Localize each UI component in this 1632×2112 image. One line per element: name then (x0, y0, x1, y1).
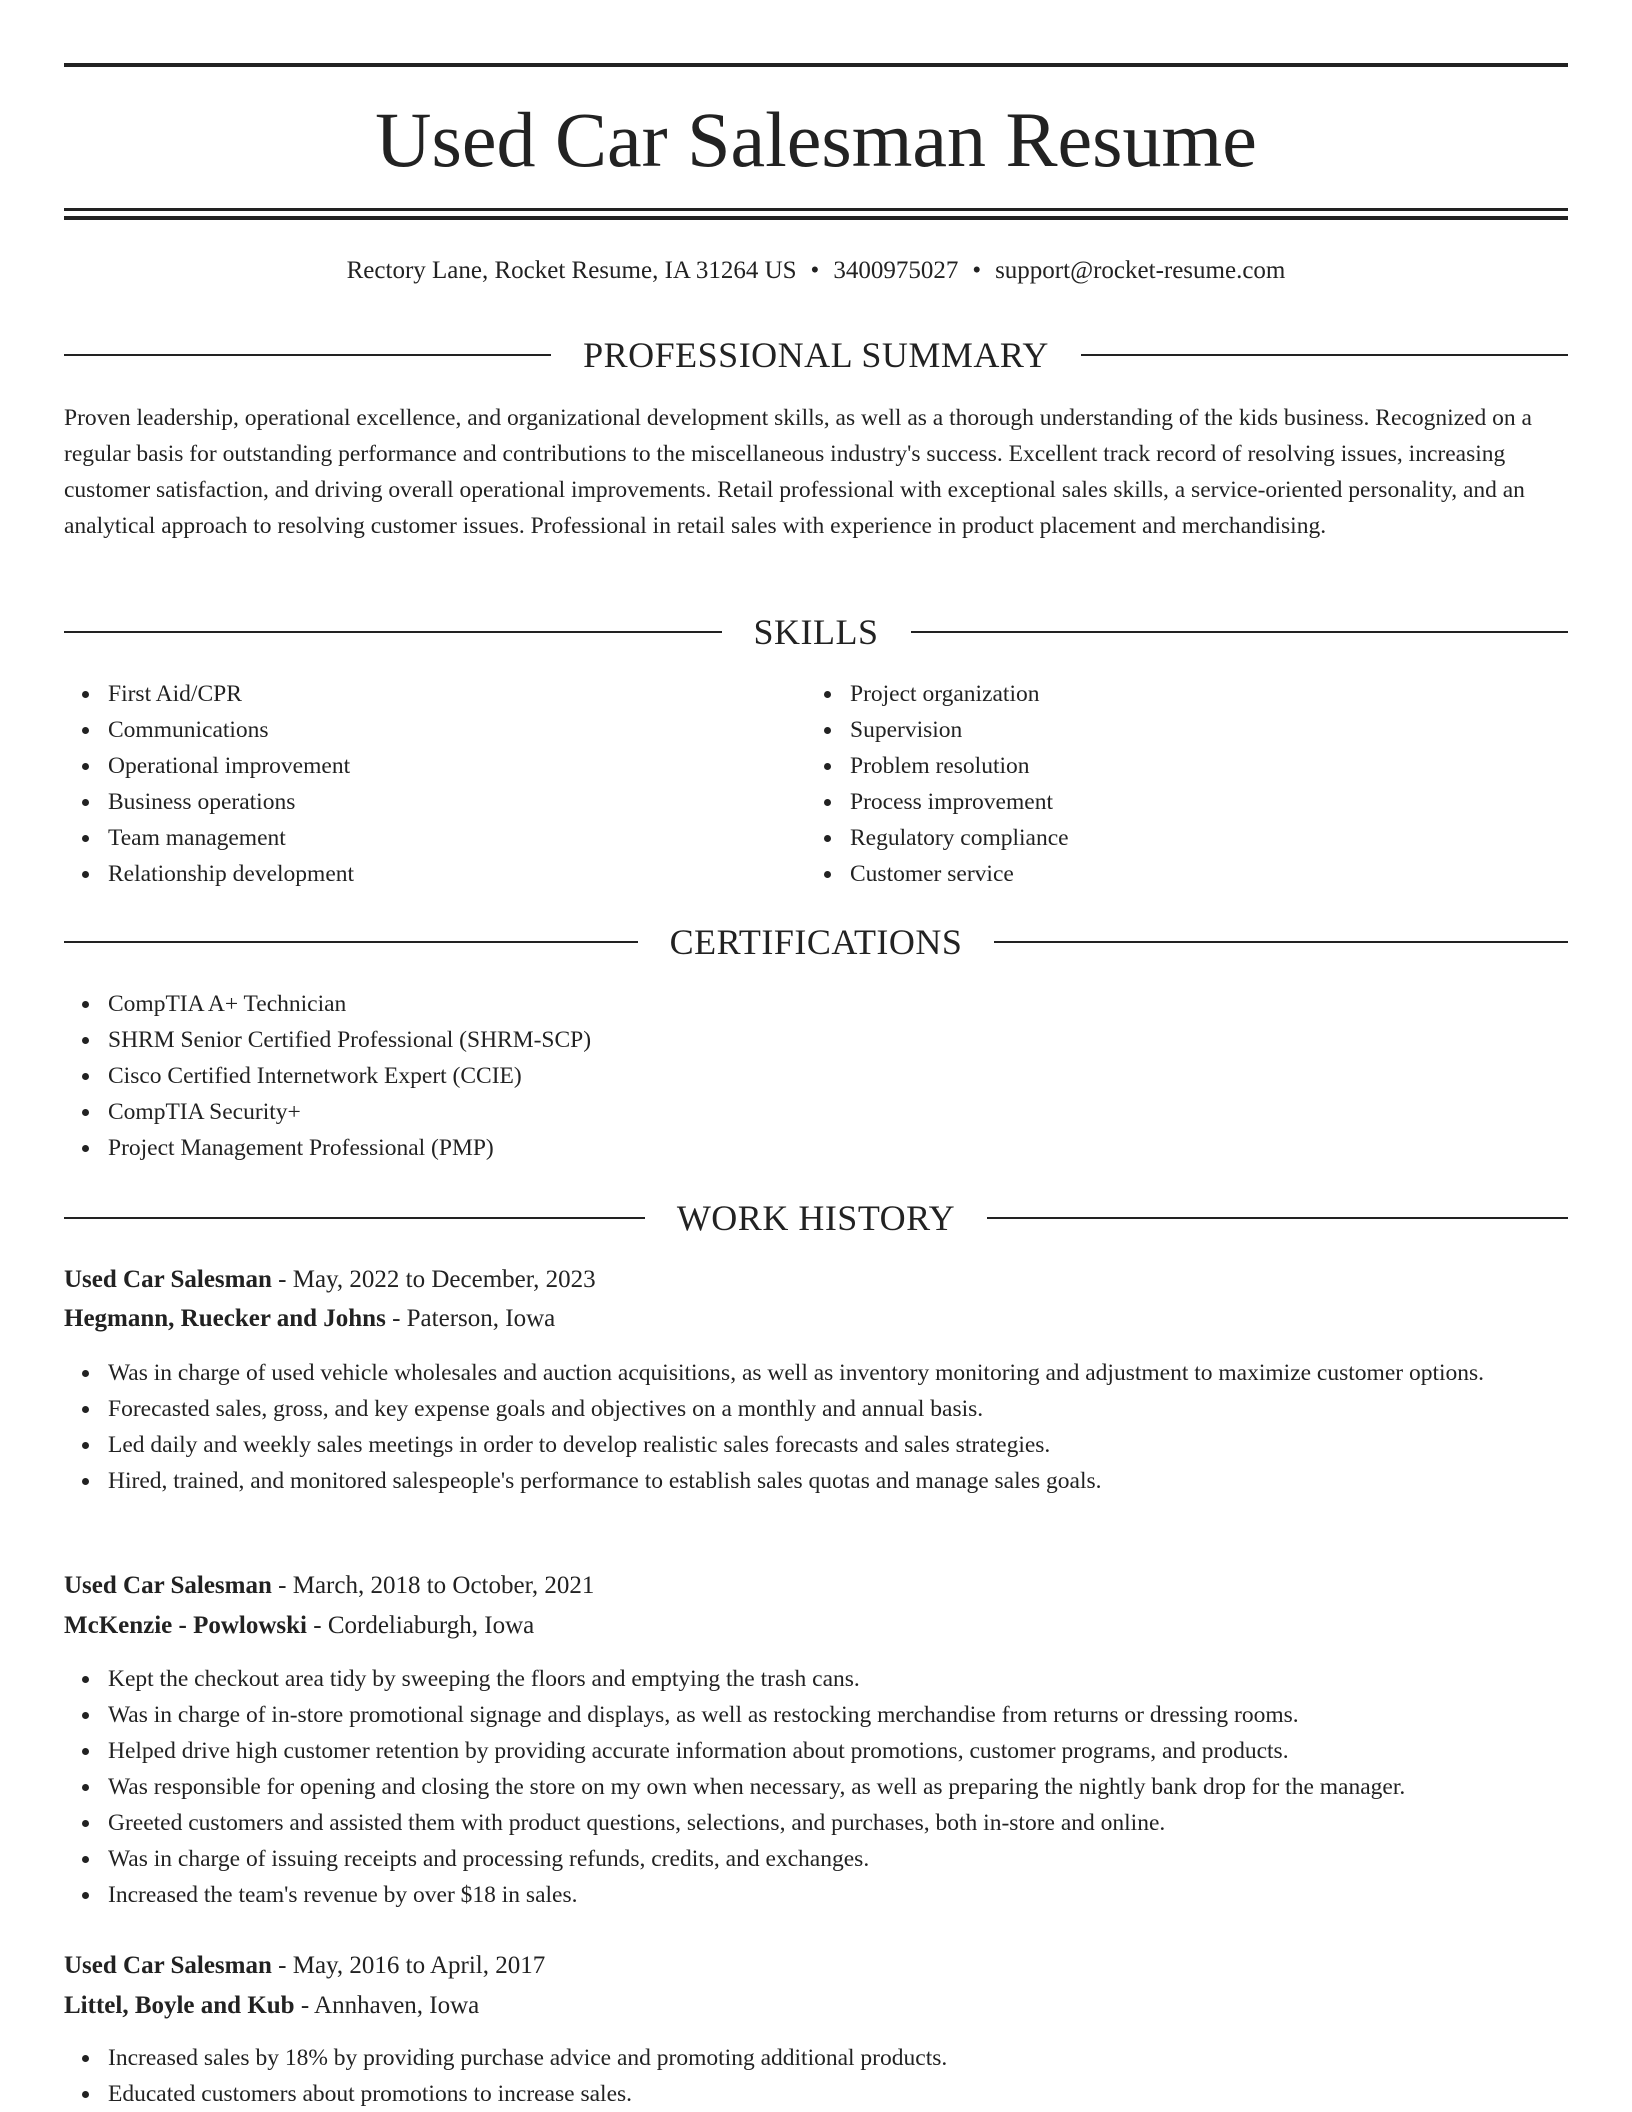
skill-item: Relationship development (64, 856, 764, 892)
skill-item: Process improvement (806, 784, 1506, 820)
section-title: SKILLS (753, 612, 879, 652)
heading-rule (911, 631, 1569, 633)
job-company-line (64, 1301, 1568, 1337)
job-title: Used Car Salesman (64, 1572, 272, 1599)
job-bullet: Was responsible for opening and closing the store on my own when necessary, as well as preparing the nightly bank drop for the manager. (64, 1769, 1568, 1805)
job-bullet: Greeted customers and assisted them with product questions, selections, and purchases, both in-store and online. (64, 1805, 1568, 1841)
job-bullet-list (64, 1661, 1568, 1913)
job-bullet: Helped drive high customer retention by providing accurate information about promotions, customer programs, and products. (64, 1733, 1568, 1769)
job-bullet: Was in charge of issuing receipts and processing refunds, credits, and exchanges. (64, 1841, 1568, 1877)
skills-list-left (64, 676, 764, 892)
job-company: McKenzie - Powlowski (64, 1612, 308, 1639)
job-title-line (64, 1262, 1568, 1298)
section-title: CERTIFICATIONS (669, 922, 963, 962)
job-title: Used Car Salesman (64, 1266, 272, 1293)
section-heading-skills (64, 610, 1568, 654)
job-bullet-list (64, 1355, 1568, 1499)
skill-item: Communications (64, 712, 764, 748)
job-company-line (64, 1608, 1568, 1644)
job-location: - Cordeliaburgh, Iowa (307, 1612, 535, 1639)
certifications-list (64, 986, 1064, 1166)
job-location: - Annhaven, Iowa (294, 1992, 480, 2019)
job-bullet: Hired, trained, and monitored salespeople's performance to establish sales quotas and manage sales goals. (64, 1463, 1568, 1499)
job-dates: - May, 2016 to April, 2017 (271, 1952, 546, 1979)
section-heading-work-history (64, 1196, 1568, 1240)
skill-item: Operational improvement (64, 748, 764, 784)
skill-item: Supervision (806, 712, 1506, 748)
section-title: WORK HISTORY (676, 1198, 956, 1238)
job-company: Littel, Boyle and Kub (64, 1992, 295, 2019)
heading-rule (994, 941, 1568, 943)
contact-separator: • (972, 257, 982, 284)
job-company: Hegmann, Ruecker and Johns (64, 1305, 386, 1332)
job-bullet: Increased the team's revenue by over $18 in sales. (64, 1877, 1568, 1913)
job-bullet: Kept the checkout area tidy by sweeping the floors and emptying the trash cans. (64, 1661, 1568, 1697)
top-rule (64, 63, 1568, 67)
section-title: PROFESSIONAL SUMMARY (583, 335, 1049, 375)
contact-phone: 3400975027 (833, 257, 959, 284)
job-bullet: Educated customers about promotions to increase sales. (64, 2076, 1568, 2112)
title-rule-upper (64, 208, 1568, 211)
heading-rule (64, 1217, 645, 1219)
job-location: - Paterson, Iowa (385, 1305, 556, 1332)
job-bullet-list (64, 2040, 1568, 2112)
section-heading-certifications (64, 920, 1568, 964)
certification-item: CompTIA Security+ (64, 1094, 1064, 1130)
job-bullet: Forecasted sales, gross, and key expense goals and objectives on a monthly and annual basis. (64, 1391, 1568, 1427)
job-title-line (64, 1948, 1568, 1984)
summary-text: Proven leadership, operational excellence, and organizational development skills, as well as a thorough understanding of the kids business. Recognized on a regular basis for outstanding performance and contributions to the miscellaneous industry's success. Excellent track record of resolving issues, increasing customer satisfaction, and driving overall operational improvements. Retail professional with exceptional sales skills, a service-oriented personality, and an analytical approach to resolving customer issues. Professional in retail sales with experience in product placement and merchandising. (64, 405, 1532, 539)
heading-rule (987, 1217, 1568, 1219)
job-dates: - March, 2018 to October, 2021 (271, 1572, 595, 1599)
certification-item: Cisco Certified Internetwork Expert (CCIE) (64, 1058, 1064, 1094)
job-dates: - May, 2022 to December, 2023 (271, 1266, 596, 1293)
contact-separator: • (810, 257, 820, 284)
job-title: Used Car Salesman (64, 1952, 272, 1979)
job-bullet: Was in charge of in-store promotional signage and displays, as well as restocking merchandise from returns or dressing rooms. (64, 1697, 1568, 1733)
skill-item: Business operations (64, 784, 764, 820)
job-bullet: Increased sales by 18% by providing purchase advice and promoting additional products. (64, 2040, 1568, 2076)
contact-line (64, 254, 1568, 288)
page-title: Used Car Salesman Resume (375, 96, 1257, 183)
heading-rule (64, 354, 551, 356)
skill-item: Team management (64, 820, 764, 856)
certification-item: SHRM Senior Certified Professional (SHRM-SCP) (64, 1022, 1064, 1058)
contact-address: Rectory Lane, Rocket Resume, IA 31264 US (346, 257, 797, 284)
skill-item: First Aid/CPR (64, 676, 764, 712)
certification-item: CompTIA A+ Technician (64, 986, 1064, 1022)
job-company-line (64, 1988, 1568, 2024)
skill-item: Regulatory compliance (806, 820, 1506, 856)
heading-rule (64, 941, 638, 943)
skill-item: Customer service (806, 856, 1506, 892)
certification-item: Project Management Professional (PMP) (64, 1130, 1064, 1166)
job-bullet: Was in charge of used vehicle wholesales and auction acquisitions, as well as inventory monitoring and adjustment to maximize customer options. (64, 1355, 1568, 1391)
contact-email[interactable]: support@rocket-resume.com (995, 257, 1286, 284)
job-title-line (64, 1568, 1568, 1604)
title-rule-lower (64, 216, 1568, 220)
skill-item: Project organization (806, 676, 1506, 712)
job-bullet: Led daily and weekly sales meetings in order to develop realistic sales forecasts and sales strategies. (64, 1427, 1568, 1463)
section-heading-summary (64, 333, 1568, 377)
skill-item: Problem resolution (806, 748, 1506, 784)
skills-list-right (806, 676, 1506, 892)
heading-rule (1081, 354, 1568, 356)
heading-rule (64, 631, 722, 633)
